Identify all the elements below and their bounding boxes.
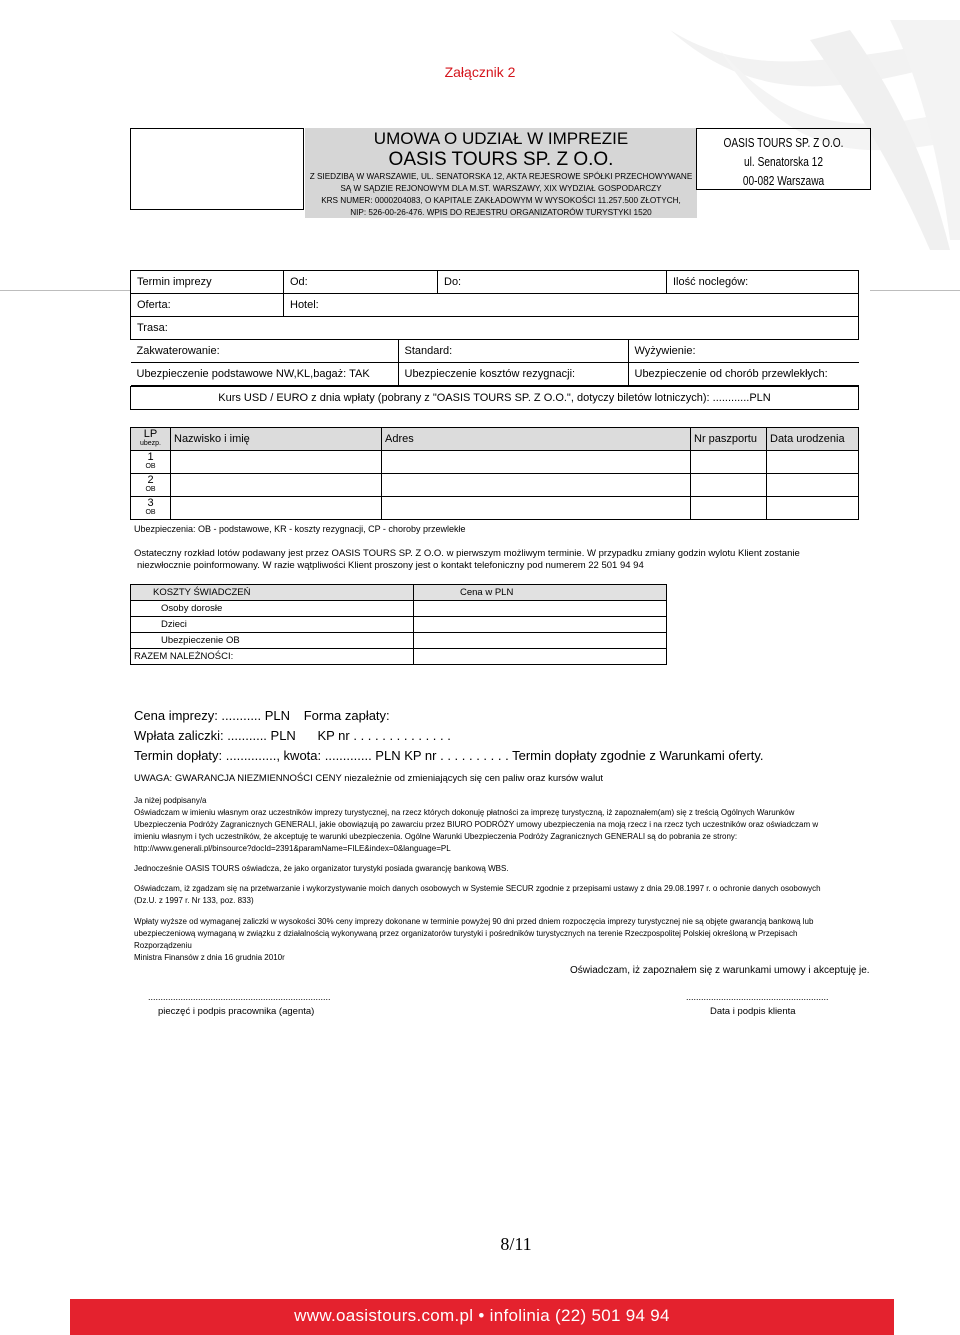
field-standard[interactable]: Standard:: [398, 340, 628, 363]
cost-insurance: Ubezpieczenie OB: [131, 633, 414, 649]
data-processing-declaration: [134, 883, 834, 907]
note-line: niezwłocznie poinformowany. W razie wątpliwości Klient proszony jest o kontakt telefoniczny pod numerem 22 501 94 94: [137, 560, 644, 571]
declaration-line: imieniu własnym i tych uczestników, że akceptuję te warunki ubezpieczenia. Ogólne Warunki Ubezpieczenia Podróży Zagranicznych GENERALI są do pobrania ze strony:: [134, 832, 738, 841]
receipt-number: KP nr . . . . . . . . . . . . . .: [317, 728, 451, 743]
declaration-line: Oświadczam, iż zgadzam się na przetwarzanie i wykorzystywanie moich danych osobowych w Systemie SECUR zgodnie z przepisami ustawy z dnia 29.08.1997 r. o ochronie danych osobowych: [134, 884, 821, 893]
field-date-to[interactable]: Do:: [438, 271, 667, 294]
acceptance-statement: Oświadczam, iż zapoznałem się z warunkami umowy i akceptuję je.: [570, 965, 870, 976]
company-info-line: Z SIEDZIBĄ W WARSZAWIE, UL. SENATORSKA 12, AKTA REJESROWE SPÓŁKI PRZECHOWYWANE: [309, 172, 693, 181]
declaration-line: Ubezpieczenia Podróży Zagranicznych GENERALI, jakie obowiązują po zawarciu przez BIURO PODRÓŻY umowy ubezpieczenia na moją rzecz i na rzecz tych uczestników oraz oświadczam w: [134, 820, 819, 829]
row-number: 1: [147, 451, 154, 463]
field-route[interactable]: Trasa:: [131, 317, 859, 340]
field-cancellation-insurance[interactable]: Ubezpieczenie kosztów rezygnacji:: [398, 363, 628, 386]
cell-address[interactable]: [382, 451, 691, 474]
cell-price[interactable]: [414, 617, 667, 633]
declaration-line: Oświadczam w imieniu własnym oraz uczestników imprezy turystycznej, na rzecz których dokonuję płatności za imprezę turystyczną, iż zapoznałem(am) się z treścią Ogólnych Warunków: [134, 808, 795, 817]
table-row: [131, 474, 859, 497]
right-rule: [870, 290, 960, 291]
field-chronic-illness-insurance[interactable]: Ubezpieczenie od chorób przewlekłych:: [628, 363, 859, 386]
trip-details-form: [130, 270, 859, 410]
table-row: [131, 497, 859, 520]
declaration-line: (Dz.U. z 1997 r. Nr 133, poz. 833): [134, 896, 254, 905]
row-number: 2: [147, 474, 154, 486]
price-guarantee-warning: UWAGA: GWARANCJA NIEZMIENNOŚCI CENY niezależnie od zmieniających się cen paliw oraz kursów walut: [134, 773, 603, 784]
field-date-from[interactable]: Od:: [284, 271, 438, 294]
client-signature-label: Data i podpis klienta: [710, 1006, 796, 1017]
balance-payment-line: Termin dopłaty: .............., kwota: ............. PLN KP nr . . . . . . . . . . Termin dopłaty zgodnie z Warunkami oferty.: [134, 748, 764, 763]
company-info-line: SĄ W SĄDZIE REJONOWYM DLA M.ST. WARSZAWY, XIX WYDZIAŁ GOSPODARCZY: [340, 184, 662, 193]
attachment-title: Załącznik 2: [444, 64, 516, 80]
table-row: [131, 601, 667, 617]
column-header-birthdate: Data urodzenia: [767, 428, 859, 451]
field-meals[interactable]: Wyżywienie:: [628, 340, 859, 363]
cell-price[interactable]: [414, 601, 667, 617]
field-accommodation[interactable]: Zakwaterowanie:: [131, 340, 399, 363]
logo-placeholder-box: [130, 128, 304, 210]
field-hotel[interactable]: Hotel:: [284, 294, 859, 317]
cell-name[interactable]: [171, 497, 382, 520]
declaration-line: Ministra Finansów z dnia 16 grudnia 2010r: [134, 953, 285, 962]
company-info-line: KRS NUMER: 0000204083, O KAPITALE ZAKŁADOWYM W WYSOKOŚCI 11.257.500 ZŁOTYCH,: [321, 196, 681, 205]
generali-link[interactable]: http://www.generali.pl/binsource?docId=2391&paramName=FILE&index=0&language=PL: [134, 844, 451, 853]
contract-title: UMOWA O UDZIAŁ W IMPREZIE: [373, 129, 629, 148]
field-trip-date[interactable]: Termin imprezy: [131, 271, 284, 294]
cost-adults: Osoby dorosłe: [131, 601, 414, 617]
agent-signature-label: pieczęć i podpis pracownika (agenta): [158, 1006, 315, 1017]
cost-children: Dzieci: [131, 617, 414, 633]
trip-price: Cena imprezy: ........... PLN: [134, 708, 291, 723]
payment-method: Forma zapłaty:: [303, 708, 390, 723]
address-line: OASIS TOURS SP. Z O.O.: [723, 135, 844, 150]
address-line: ul. Senatorska 12: [744, 154, 823, 169]
table-row: [131, 649, 667, 665]
deposit: Wpłata zaliczki: ........... PLN: [134, 728, 296, 743]
declaration-line: Wpłaty wyższe od wymaganej zaliczki w wysokości 30% ceny imprezy dokonane w terminie powyżej 90 dni przed dniem rozpoczęcia imprezy turystycznej nie są objęte gwarancją bankową lub: [134, 917, 814, 926]
deposit-line: [134, 728, 451, 743]
field-basic-insurance[interactable]: Ubezpieczenie podstawowe NW,KL,bagaż: TAK: [131, 363, 399, 386]
row-insurance-code: OB: [145, 509, 156, 516]
footer-banner: www.oasistours.com.pl • infolinia (22) 501 94 94: [70, 1299, 894, 1335]
field-offer[interactable]: Oferta:: [131, 294, 284, 317]
page-number: 8/11: [500, 1234, 532, 1254]
declaration-line: Ja niżej podpisany/a: [134, 796, 207, 805]
insurance-declaration: [134, 795, 834, 855]
table-row: [131, 633, 667, 649]
company-address-stamp: [696, 128, 871, 190]
cell-birthdate[interactable]: [767, 497, 859, 520]
insurance-legend: Ubezpieczenia: OB - podstawowe, KR - koszty rezygnacji, CP - choroby przewlekłe: [134, 524, 466, 534]
cell-address[interactable]: [382, 474, 691, 497]
guarantee-declaration: Jednocześnie OASIS TOURS oświadcza, że jako organizator turystyki posiada gwarancję bankową WBS.: [134, 864, 509, 873]
flight-schedule-note: [134, 548, 824, 572]
column-header-lp: LP ubezp.: [131, 428, 171, 451]
contract-header: [305, 128, 697, 218]
field-exchange-rate[interactable]: Kurs USD / EURO z dnia wpłaty (pobrany z "OASIS TOURS SP. Z O.O.", dotyczy biletów lotniczych): ............PLN: [131, 387, 859, 410]
declaration-line: ubezpieczeniową wymaganą w związku z działalnością wykonywaną przez organizatorów turystyki i pośredników turystycznych na terenie Rzeczpospolitej Polskiej określoną w Przepisach Rozporządzeniu: [134, 929, 798, 950]
price-header: Cena w PLN: [414, 585, 667, 601]
column-header-address: Adres: [382, 428, 691, 451]
column-header-name: Nazwisko i imię: [171, 428, 382, 451]
row-insurance-code: OB: [145, 486, 156, 493]
participants-table: [130, 427, 859, 520]
row-number: 3: [147, 497, 154, 509]
table-row: [131, 451, 859, 474]
cell-birthdate[interactable]: [767, 451, 859, 474]
costs-header: KOSZTY ŚWIADCZEŃ: [131, 585, 414, 601]
cell-passport[interactable]: [691, 497, 767, 520]
cell-name[interactable]: [171, 451, 382, 474]
payments-declaration: [134, 916, 844, 964]
cell-passport[interactable]: [691, 451, 767, 474]
field-nights[interactable]: Ilość noclegów:: [667, 271, 859, 294]
cell-address[interactable]: [382, 497, 691, 520]
cell-name[interactable]: [171, 474, 382, 497]
costs-table: [130, 584, 667, 665]
row-insurance-code: OB: [145, 463, 156, 470]
cell-price[interactable]: [414, 633, 667, 649]
company-info-line: NIP: 526-00-26-476. WPIS DO REJESTRU ORGANIZATORÓW TURYSTYKI 1520: [350, 208, 652, 217]
table-row: [131, 617, 667, 633]
note-line: Ostateczny rozkład lotów podawany jest przez OASIS TOURS SP. Z O.O. w pierwszym możliwym terminie. W przypadku zmiany godzin wylotu Klient zostanie: [134, 548, 800, 559]
agent-signature-line[interactable]: .........................................................................: [148, 992, 331, 1002]
company-name: OASIS TOURS SP. Z O.O.: [388, 149, 614, 170]
trip-price-line: [134, 708, 390, 723]
column-header-passport: Nr paszportu: [691, 428, 767, 451]
cell-birthdate[interactable]: [767, 474, 859, 497]
left-rule: [0, 290, 130, 291]
cell-passport[interactable]: [691, 474, 767, 497]
cost-total: RAZEM NALEŻNOŚCI:: [131, 649, 414, 665]
client-signature-line[interactable]: .........................................................: [686, 992, 829, 1002]
address-line: 00-082 Warszawa: [742, 173, 825, 188]
cell-price[interactable]: [414, 649, 667, 665]
